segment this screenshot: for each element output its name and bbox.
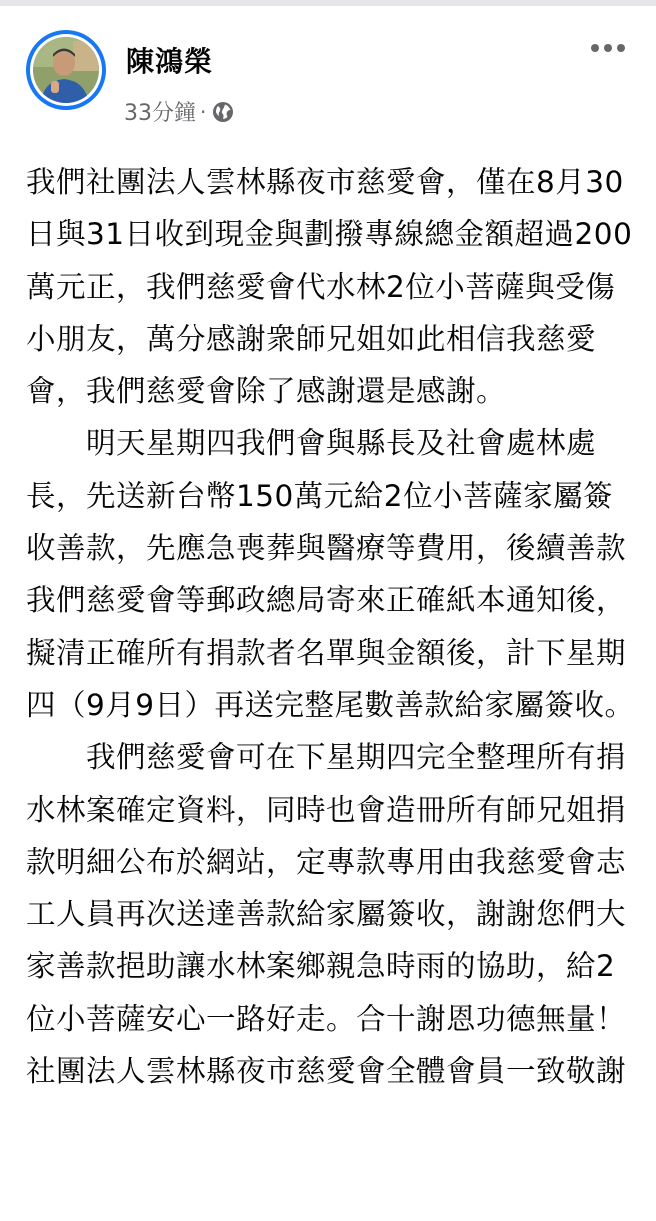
post-paragraph: 我們社團法人雲林縣夜市慈愛會，僅在8月30日與31日收到現金與劃撥專線總金額超過200萬元正，我們慈愛會代水林2位小菩薩與受傷小朋友，萬分感謝衆師兄姐如此相信我慈愛會，我們慈愛會除了感謝還是感謝。: [26, 165, 633, 409]
more-options-button[interactable]: [586, 34, 630, 62]
post-timestamp[interactable]: 33分鐘: [124, 101, 196, 126]
post-header: [26, 30, 630, 126]
post-body: [26, 156, 636, 1097]
top-divider: [0, 0, 656, 6]
author-name[interactable]: 陳鴻榮: [126, 45, 214, 78]
post-meta: [124, 96, 234, 127]
post-paragraph: 社團法人雲林縣夜市慈愛會全體會員一致敬謝: [26, 1054, 627, 1089]
author-avatar[interactable]: [26, 30, 106, 110]
profile-avatar-icon: [33, 37, 99, 103]
more-dots-icon: [590, 43, 626, 53]
post-paragraph: 我們慈愛會可在下星期四完全整理所有捐水林案確定資料，同時也會造冊所有師兄姐捐款明細公布於網站，定專款專用由我慈愛會志工人員再次送達善款給家屬簽收，謝謝您們大家善款挹助讓水林案鄉親急時雨的協助，給2位小菩薩安心一路好走。合十謝恩功德無量！: [26, 740, 627, 1036]
post-paragraph: 明天星期四我們會與縣長及社會處林處長，先送新台幣150萬元給2位小菩薩家屬簽收善款，先應急喪葬與醫療等費用，後續善款我們慈愛會等郵政總局寄來正確紙本通知後，擬清正確所有捐款者名單與金額後，計下星期四（9月9日）再送完整尾數善款給家屬簽收。: [26, 426, 635, 722]
meta-separator: ·: [200, 99, 207, 124]
globe-icon[interactable]: [212, 101, 234, 123]
